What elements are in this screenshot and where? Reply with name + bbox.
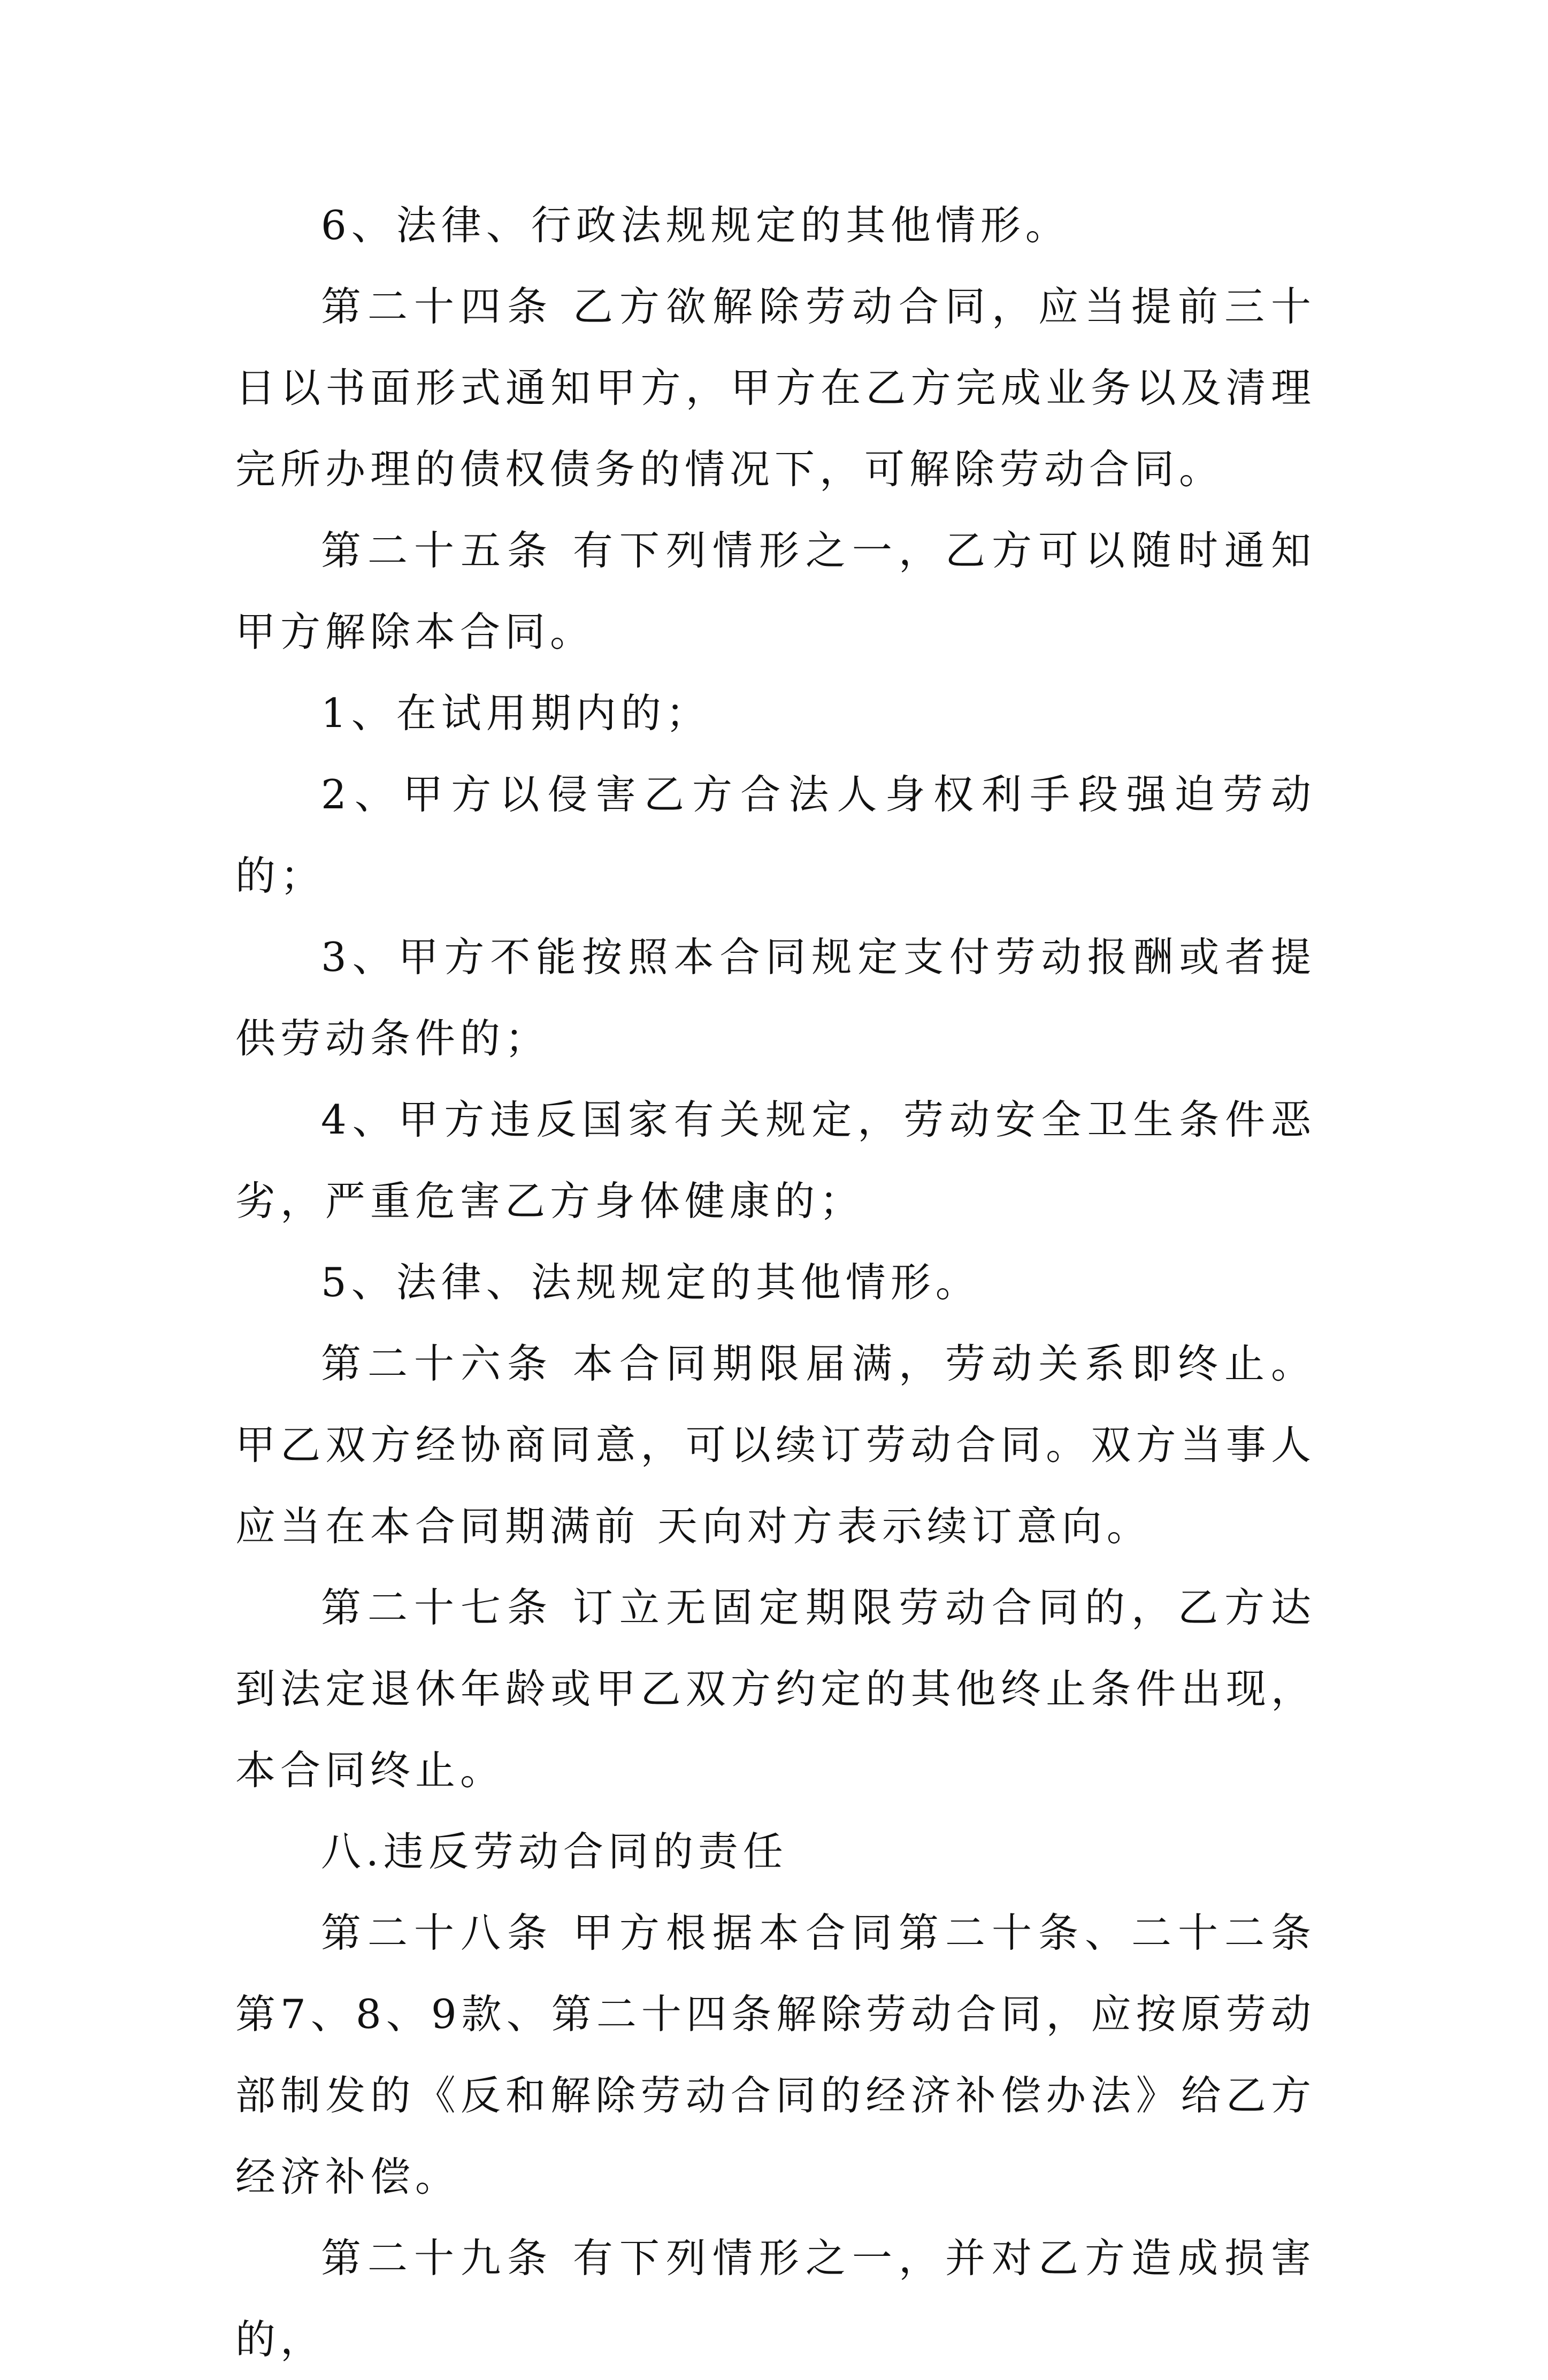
paragraph-other-circumstances-6: 6、法律、行政法规规定的其他情形。 <box>321 202 1070 249</box>
paragraph-item-4-safety: 4、甲方违反国家有关规定，劳动安全卫生条件恶劣，严重危害乙方身体健康的； <box>235 1096 1316 1225</box>
paragraph-article-28: 第二十八条 甲方根据本合同第二十条、二十二条第7、8、9款、第二十四条解除劳动合同，应按原劳动部制发的《反和解除劳动合同的经济补偿办法》给乙方经济补偿。 <box>235 1909 1316 2200</box>
document-body <box>235 185 1316 2380</box>
paragraph-item-1-probation: 1、在试用期内的； <box>321 690 711 737</box>
paragraph-article-26: 第二十六条 本合同期限届满，劳动关系即终止。甲乙双方经协商同意，可以续订劳动合同。双方当事人应当在本合同期满前 天向对方表示续订意向。 <box>235 1340 1316 1550</box>
section-heading-liability: 八.违反劳动合同的责任 <box>321 1828 788 1875</box>
paragraph-item-5-other: 5、法律、法规规定的其他情形。 <box>321 1259 980 1306</box>
paragraph-article-25: 第二十五条 有下列情形之一，乙方可以随时通知甲方解除本合同。 <box>235 527 1316 655</box>
paragraph-item-2-forced-labor: 2、甲方以侵害乙方合法人身权利手段强迫劳动的； <box>235 771 1316 899</box>
paragraph-article-27: 第二十七条 订立无固定期限劳动合同的，乙方达到法定退休年龄或甲乙双方约定的其他终止条件出现，本合同终止。 <box>235 1584 1316 1794</box>
paragraph-article-24: 第二十四条 乙方欲解除劳动合同，应当提前三十日以书面形式通知甲方，甲方在乙方完成业务以及清理完所办理的债权债务的情况下，可解除劳动合同。 <box>235 283 1316 493</box>
paragraph-article-29: 第二十九条 有下列情形之一，并对乙方造成损害的， <box>235 2234 1316 2363</box>
paragraph-item-3-unpaid: 3、甲方不能按照本合同规定支付劳动报酬或者提供劳动条件的； <box>235 933 1316 1062</box>
